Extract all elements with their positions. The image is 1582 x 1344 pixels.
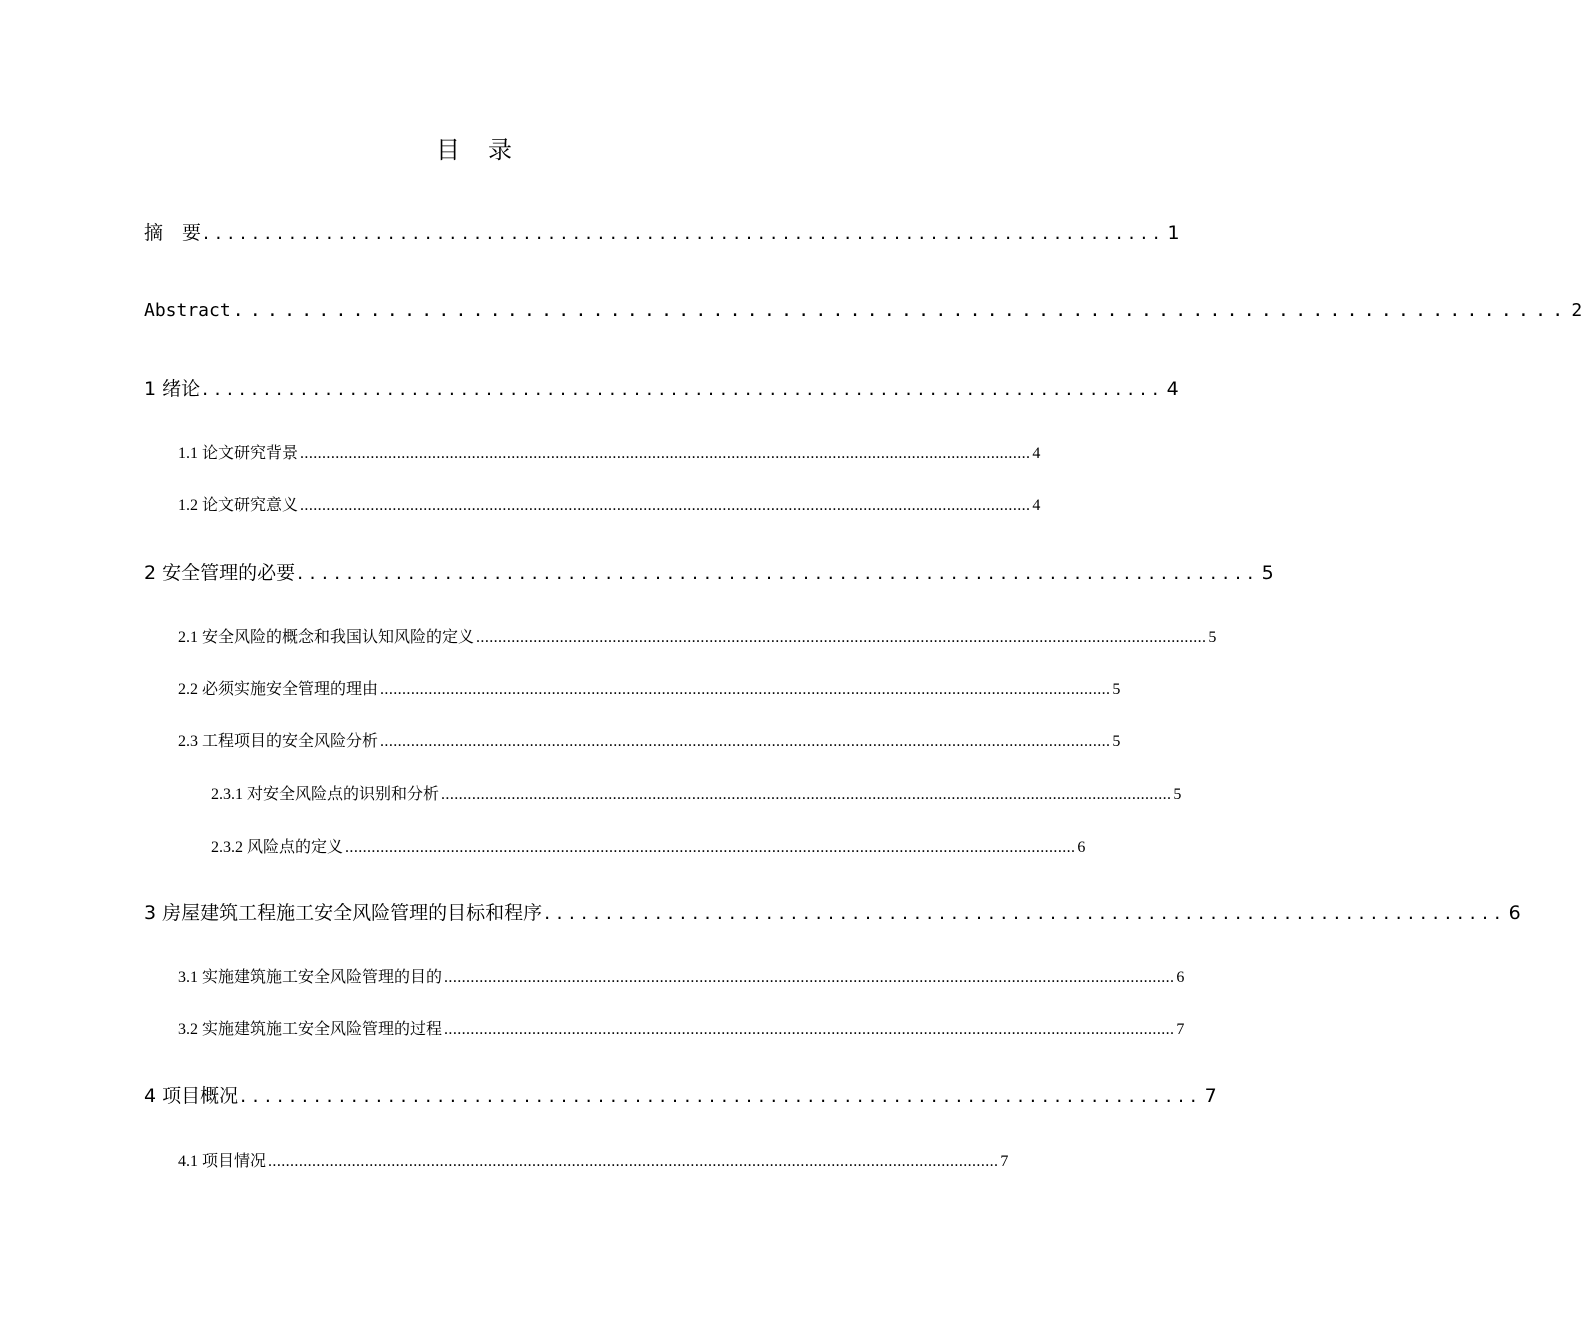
toc-entry-label: 摘 要 bbox=[144, 222, 202, 244]
toc-entry-label: 1.1 论文研究背景 bbox=[178, 445, 299, 462]
toc-page-number: 6 bbox=[1077, 839, 1086, 856]
toc-page-number: 5 bbox=[1208, 629, 1217, 646]
toc-page-number: 5 bbox=[1112, 733, 1121, 750]
toc-page-number: 6 bbox=[1176, 969, 1185, 986]
toc-leader: ...................................................................................................................................................................... bbox=[300, 497, 1031, 514]
toc-entry-3-2[interactable] bbox=[178, 1018, 1185, 1042]
toc-leader: ...................................................................................................................................................................... bbox=[441, 786, 1172, 803]
toc-page-number: 1 bbox=[1167, 222, 1180, 244]
toc-page-number: 5 bbox=[1112, 681, 1121, 698]
toc-leader: .............................................................................. bbox=[544, 902, 1507, 924]
toc-leader: .............................................................................. bbox=[297, 562, 1260, 584]
toc-page-number: 2 bbox=[1571, 300, 1582, 321]
toc-page-number: 6 bbox=[1508, 902, 1521, 924]
toc-leader: ...................................................................................................................................................................... bbox=[300, 445, 1031, 462]
toc-entry-1-2[interactable] bbox=[178, 494, 1041, 518]
toc-title: 目 录 bbox=[436, 136, 514, 164]
toc-entry-chapter-4[interactable] bbox=[144, 1081, 1217, 1111]
toc-entry-label: 3.1 实施建筑施工安全风险管理的目的 bbox=[178, 969, 443, 986]
toc-entry-2-2[interactable] bbox=[178, 678, 1121, 702]
toc-leader: ...................................................................................................................................................................... bbox=[380, 733, 1111, 750]
toc-leader: ...................................................................................................................................................................... bbox=[476, 629, 1207, 646]
toc-entry-abstract-en[interactable] bbox=[144, 296, 1582, 326]
toc-page-number: 7 bbox=[1204, 1085, 1217, 1107]
toc-entry-chapter-1[interactable] bbox=[144, 374, 1179, 404]
toc-page-number: 4 bbox=[1032, 445, 1041, 462]
toc-entry-label: 2 安全管理的必要 bbox=[144, 562, 296, 584]
toc-page-number: 5 bbox=[1173, 786, 1182, 803]
toc-entry-label: 1 绪论 bbox=[144, 378, 201, 400]
toc-leader: ...................................................................................................................................................................... bbox=[345, 839, 1076, 856]
toc-page-number: 7 bbox=[1176, 1021, 1185, 1038]
toc-entry-label: 3.2 实施建筑施工安全风险管理的过程 bbox=[178, 1021, 443, 1038]
toc-entry-label: 1.2 论文研究意义 bbox=[178, 497, 299, 514]
toc-entry-chapter-3[interactable] bbox=[144, 898, 1521, 928]
toc-leader: ...................................................................................................................................................................... bbox=[268, 1153, 999, 1170]
toc-entry-1-1[interactable] bbox=[178, 442, 1041, 466]
toc-page-number: 4 bbox=[1032, 497, 1041, 514]
toc-leader: .............................................................................. bbox=[232, 300, 1570, 321]
toc-leader: .............................................................................. bbox=[240, 1085, 1203, 1107]
toc-leader: .............................................................................. bbox=[202, 378, 1165, 400]
toc-entry-label: 3 房屋建筑工程施工安全风险管理的目标和程序 bbox=[144, 902, 543, 924]
toc-entry-chapter-2[interactable] bbox=[144, 558, 1274, 588]
toc-entry-label: 2.3.2 风险点的定义 bbox=[211, 839, 344, 856]
toc-leader: ...................................................................................................................................................................... bbox=[380, 681, 1111, 698]
toc-entry-2-1[interactable] bbox=[178, 626, 1217, 650]
toc-entry-2-3-2[interactable] bbox=[211, 836, 1086, 860]
toc-leader: ...................................................................................................................................................................... bbox=[444, 1021, 1175, 1038]
toc-page-number: 5 bbox=[1261, 562, 1274, 584]
toc-entry-label: 2.2 必须实施安全管理的理由 bbox=[178, 681, 379, 698]
toc-entry-2-3-1[interactable] bbox=[211, 783, 1182, 807]
toc-entry-label: 4.1 项目情况 bbox=[178, 1153, 267, 1170]
toc-entry-2-3[interactable] bbox=[178, 730, 1121, 754]
toc-leader: .............................................................................. bbox=[203, 222, 1166, 244]
toc-entry-abstract-cn[interactable] bbox=[144, 218, 1180, 248]
toc-entry-4-1[interactable] bbox=[178, 1150, 1009, 1174]
toc-entry-label: 4 项目概况 bbox=[144, 1085, 239, 1107]
toc-leader: ...................................................................................................................................................................... bbox=[444, 969, 1175, 986]
toc-page-number: 7 bbox=[1000, 1153, 1009, 1170]
toc-page-number: 4 bbox=[1166, 378, 1179, 400]
toc-entry-label: 2.3.1 对安全风险点的识别和分析 bbox=[211, 786, 440, 803]
toc-entry-label: 2.3 工程项目的安全风险分析 bbox=[178, 733, 379, 750]
toc-entry-label: Abstract bbox=[144, 300, 231, 321]
toc-entry-3-1[interactable] bbox=[178, 966, 1185, 990]
toc-entry-label: 2.1 安全风险的概念和我国认知风险的定义 bbox=[178, 629, 475, 646]
